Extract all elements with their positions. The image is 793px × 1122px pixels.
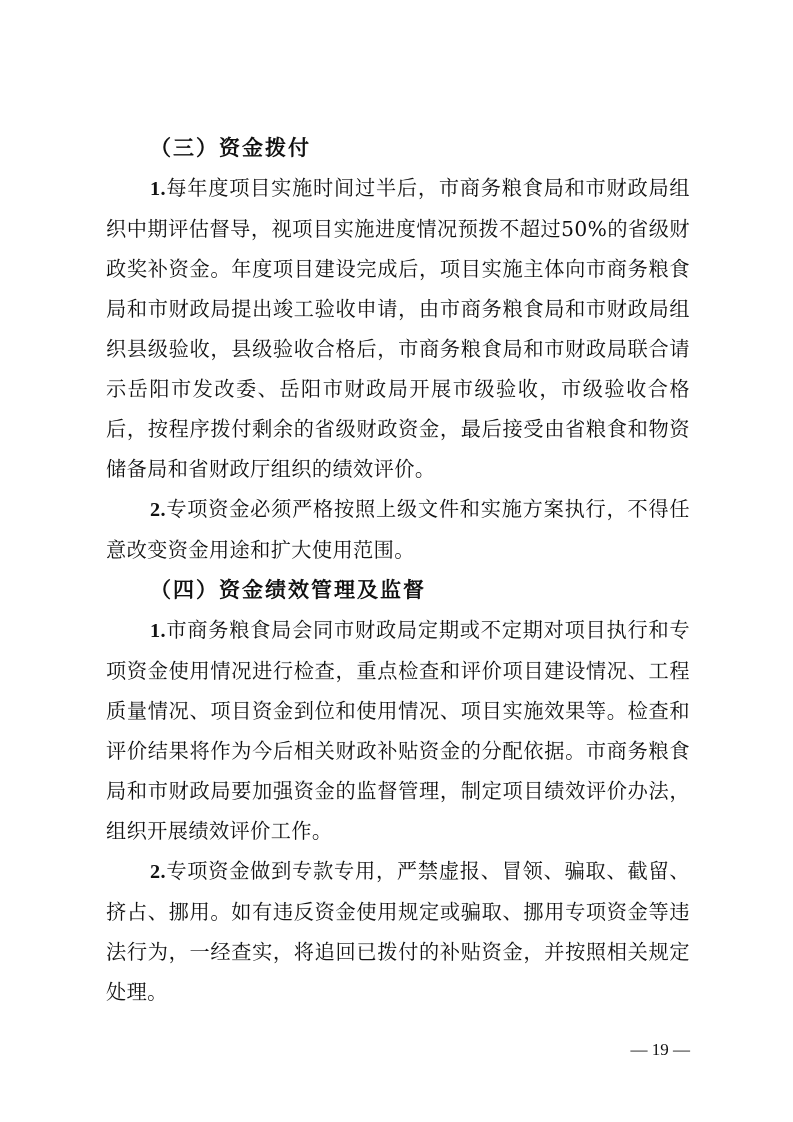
paragraph-supervision-1 <box>106 610 690 851</box>
paragraph-number: 1. <box>150 178 166 200</box>
page-number: — 19 — <box>630 1040 690 1059</box>
paragraph-text: 市商务粮食局会同市财政局定期或不定期对项目执行和专项资金使用情况进行检查，重点检查和评价项目建设情况、工程质量情况、项目资金到位和使用情况、项目实施效果等。检查和评价结果将作为今后相关财政补贴资金的分配依据。市商务粮食局和市财政局要加强资金的监督管理，制定项目绩效评价办法，组织开展绩效评价工作。 <box>106 618 690 843</box>
paragraph-allocation-1 <box>106 168 690 489</box>
document-body <box>106 128 690 1012</box>
paragraph-number: 2. <box>150 861 166 883</box>
paragraph-text: 专项资金做到专款专用，严禁虚报、冒领、骗取、截留、挤占、挪用。如有违反资金使用规定或骗取、挪用专项资金等违法行为，一经查实，将追回已拨付的补贴资金，并按照相关规定处理。 <box>106 859 690 1004</box>
paragraph-supervision-2 <box>106 851 690 1012</box>
paragraph-number: 2. <box>150 499 166 521</box>
paragraph-allocation-2 <box>106 489 690 570</box>
paragraph-text: 专项资金必须严格按照上级文件和实施方案执行，不得任意改变资金用途和扩大使用范围。 <box>106 497 690 562</box>
paragraph-number: 1. <box>150 620 166 642</box>
section-heading-funding-allocation: （三）资金拨付 <box>150 136 311 160</box>
section-heading-performance-supervision: （四）资金绩效管理及监督 <box>150 578 426 602</box>
paragraph-text: 每年度项目实施时间过半后，市商务粮食局和市财政局组织中期评估督导，视项目实施进度情况预拨不超过50%的省级财政奖补资金。年度项目建设完成后，项目实施主体向市商务粮食局和市财政局提出竣工验收申请，由市商务粮食局和市财政局组织县级验收，县级验收合格后，市商务粮食局和市财政局联合请示岳阳市发改委、岳阳市财政局开展市级验收，市级验收合格后，按程序拨付剩余的省级财政资金，最后接受由省粮食和物资储备局和省财政厅组织的绩效评价。 <box>106 176 690 481</box>
